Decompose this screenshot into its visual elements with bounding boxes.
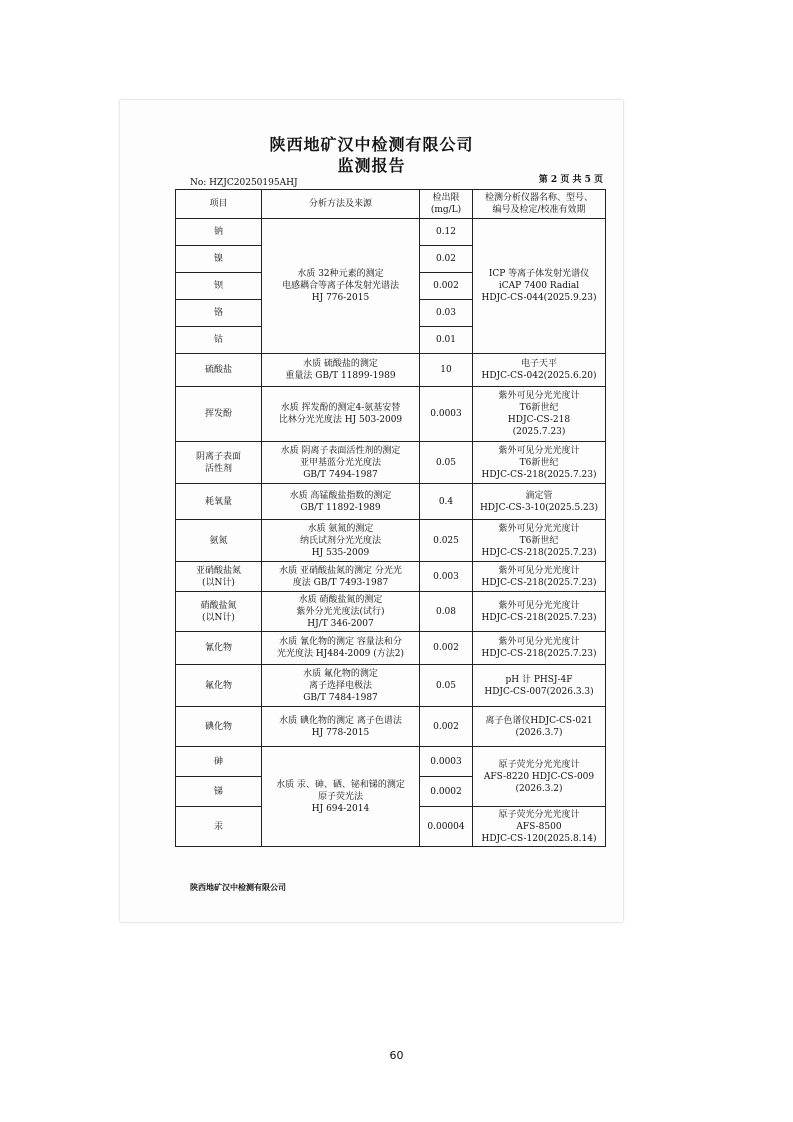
instrument-cell: 紫外可见分光光度计 T6新世纪 HDJC-CS-218 (2025.7.23): [473, 387, 606, 442]
limit-cell: 0.01: [420, 327, 473, 354]
item-cell: 阴离子表面 活性剂: [176, 442, 262, 484]
limit-cell: 0.002: [420, 632, 473, 665]
instrument-cell: 紫外可见分光光度计 T6新世纪 HDJC-CS-218(2025.7.23): [473, 520, 606, 562]
table-header-row: [176, 190, 606, 219]
table-row: [176, 484, 606, 520]
header-instrument: 检测分析仪器名称、型号、 编号及检定/校准有效期: [473, 190, 606, 219]
company-title: 陕西地矿汉中检测有限公司: [269, 135, 474, 154]
instrument-cell: ICP 等离子体发射光谱仪 iCAP 7400 Radial HDJC-CS-044(2025.9.23): [473, 219, 606, 354]
item-cell: 硫酸盐: [176, 354, 262, 387]
limit-cell: 0.12: [420, 219, 473, 246]
instrument-cell: 紫外可见分光光度计 HDJC-CS-218(2025.7.23): [473, 632, 606, 665]
limit-cell: 0.05: [420, 665, 473, 707]
page-number: 60: [389, 1049, 404, 1062]
method-cell: 水质 氨氮的测定 纳氏试剂分光光度法 HJ 535-2009: [262, 520, 420, 562]
document-number: No: HZJC20250195AHJ: [190, 178, 298, 188]
instrument-cell: pH 计 PHSJ-4F HDJC-CS-007(2026.3.3): [473, 665, 606, 707]
table-row: [176, 665, 606, 707]
results-table: [175, 189, 606, 847]
limit-cell: 0.08: [420, 592, 473, 632]
method-cell: 水质 亚硝酸盐氮的测定 分光光 度法 GB/T 7493-1987: [262, 562, 420, 592]
instrument-cell: 紫外可见分光光度计 HDJC-CS-218(2025.7.23): [473, 562, 606, 592]
limit-cell: 0.0003: [420, 387, 473, 442]
table-row: [176, 520, 606, 562]
item-cell: 锑: [176, 777, 262, 807]
instrument-cell: 离子色谱仪HDJC-CS-021 (2026.3.7): [473, 707, 606, 747]
item-cell: 砷: [176, 747, 262, 777]
table-row: [176, 707, 606, 747]
limit-cell: 10: [420, 354, 473, 387]
limit-cell: 0.002: [420, 707, 473, 747]
header-limit: 检出限 (mg/L): [420, 190, 473, 219]
limit-cell: 0.0002: [420, 777, 473, 807]
limit-cell: 0.003: [420, 562, 473, 592]
item-cell: 耗氧量: [176, 484, 262, 520]
method-cell: 水质 硝酸盐氮的测定 紫外分光光度法(试行) HJ/T 346-2007: [262, 592, 420, 632]
item-cell: 钡: [176, 273, 262, 300]
method-cell: 水质 硫酸盐的测定 重量法 GB/T 11899-1989: [262, 354, 420, 387]
limit-cell: 0.4: [420, 484, 473, 520]
instrument-cell: 原子荧光分光光度计 AFS-8220 HDJC-CS-009 (2026.3.2): [473, 747, 606, 807]
limit-cell: 0.0003: [420, 747, 473, 777]
table-row: [176, 354, 606, 387]
item-cell: 氟化物: [176, 665, 262, 707]
instrument-cell: 原子荧光分光光度计 AFS-8500 HDJC-CS-120(2025.8.14): [473, 807, 606, 847]
footer-company: 陕西地矿汉中检测有限公司: [190, 882, 286, 892]
limit-cell: 0.02: [420, 246, 473, 273]
method-cell: 水质 挥发酚的测定4-氨基安替 比林分光光度法 HJ 503-2009: [262, 387, 420, 442]
limit-cell: 0.002: [420, 273, 473, 300]
item-cell: 硝酸盐氮 (以N计): [176, 592, 262, 632]
method-cell: 水质 氟化物的测定 离子选择电极法 GB/T 7484-1987: [262, 665, 420, 707]
report-sheet: [120, 100, 623, 922]
limit-cell: 0.00004: [420, 807, 473, 847]
instrument-cell: 紫外可见分光光度计 T6新世纪 HDJC-CS-218(2025.7.23): [473, 442, 606, 484]
limit-cell: 0.025: [420, 520, 473, 562]
header-item: 项目: [176, 190, 262, 219]
method-cell: 水质 32种元素的测定 电感耦合等离子体发射光谱法 HJ 776-2015: [262, 219, 420, 354]
item-cell: 铬: [176, 300, 262, 327]
table-row: [176, 442, 606, 484]
page-of-total: 第 2 页 共 5 页: [538, 175, 603, 185]
method-cell: 水质 碘化物的测定 离子色谱法 HJ 778-2015: [262, 707, 420, 747]
method-cell: 水质 氰化物的测定 容量法和分 光光度法 HJ484-2009 (方法2): [262, 632, 420, 665]
method-cell: 水质 高锰酸盐指数的测定 GB/T 11892-1989: [262, 484, 420, 520]
table-row: [176, 592, 606, 632]
item-cell: 氨氮: [176, 520, 262, 562]
table-row: [176, 387, 606, 442]
item-cell: 氰化物: [176, 632, 262, 665]
instrument-cell: 滴定管 HDJC-CS-3-10(2025.5.23): [473, 484, 606, 520]
table-row: [176, 632, 606, 665]
item-cell: 碘化物: [176, 707, 262, 747]
instrument-cell: 电子天平 HDJC-CS-042(2025.6.20): [473, 354, 606, 387]
table-row: [176, 562, 606, 592]
header-method: 分析方法及来源: [262, 190, 420, 219]
limit-cell: 0.05: [420, 442, 473, 484]
table-row: [176, 747, 606, 777]
item-cell: 挥发酚: [176, 387, 262, 442]
table-row: [176, 219, 606, 246]
limit-cell: 0.03: [420, 300, 473, 327]
instrument-cell: 紫外可见分光光度计 HDJC-CS-218(2025.7.23): [473, 592, 606, 632]
item-cell: 钠: [176, 219, 262, 246]
item-cell: 汞: [176, 807, 262, 847]
item-cell: 钴: [176, 327, 262, 354]
item-cell: 镍: [176, 246, 262, 273]
method-cell: 水质 阴离子表面活性剂的测定 亚甲基蓝分光光度法 GB/T 7494-1987: [262, 442, 420, 484]
item-cell: 亚硝酸盐氮 (以N计): [176, 562, 262, 592]
report-title: 监测报告: [337, 156, 406, 175]
method-cell: 水质 汞、砷、硒、铋和锑的测定 原子荧光法 HJ 694-2014: [262, 747, 420, 847]
